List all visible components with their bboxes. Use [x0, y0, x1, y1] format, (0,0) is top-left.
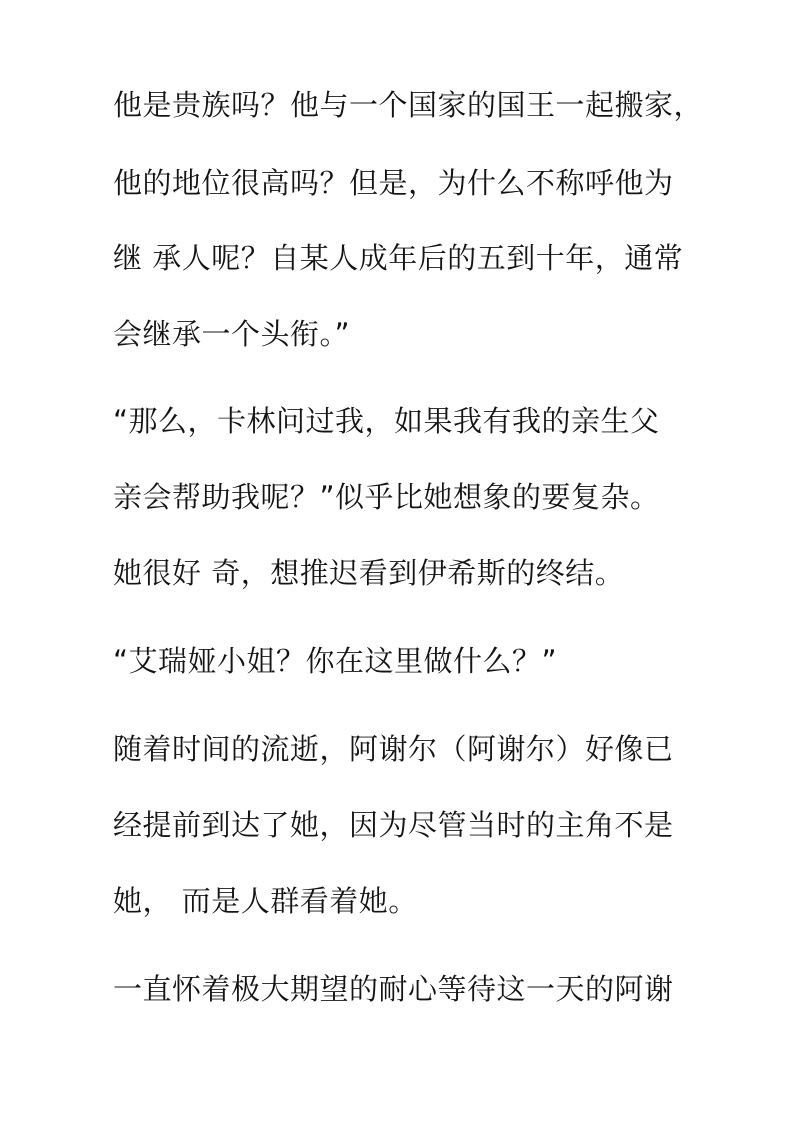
text-line: 她很好 奇，想推迟看到伊希斯的终结。: [113, 556, 625, 590]
text-line: 他的地位很高吗？但是，为什么不称呼他为: [113, 166, 674, 200]
text-line: 会继承一个头衔。”: [113, 317, 351, 351]
text-line: 他是贵族吗？他与一个国家的国王一起搬家，: [113, 88, 704, 122]
text-line: 继 承人呢？自某人成年后的五到十年，通常: [113, 241, 684, 275]
text-line: 经提前到达了她，因为尽管当时的主角不是: [113, 808, 674, 842]
text-line: “那么，卡林问过我，如果我有我的亲生父: [113, 404, 660, 438]
text-line: 亲会帮助我呢？”似乎比她想象的要复杂。: [113, 480, 660, 514]
text-line: 随着时间的流逝，阿谢尔（阿谢尔）好像已: [113, 732, 674, 766]
text-line: 一直怀着极大期望的耐心等待这一天的阿谢: [113, 972, 674, 1006]
text-line: “艾瑞娅小姐？你在这里做什么？”: [113, 644, 558, 678]
text-line: 她， 而是人群看着她。: [113, 884, 418, 918]
